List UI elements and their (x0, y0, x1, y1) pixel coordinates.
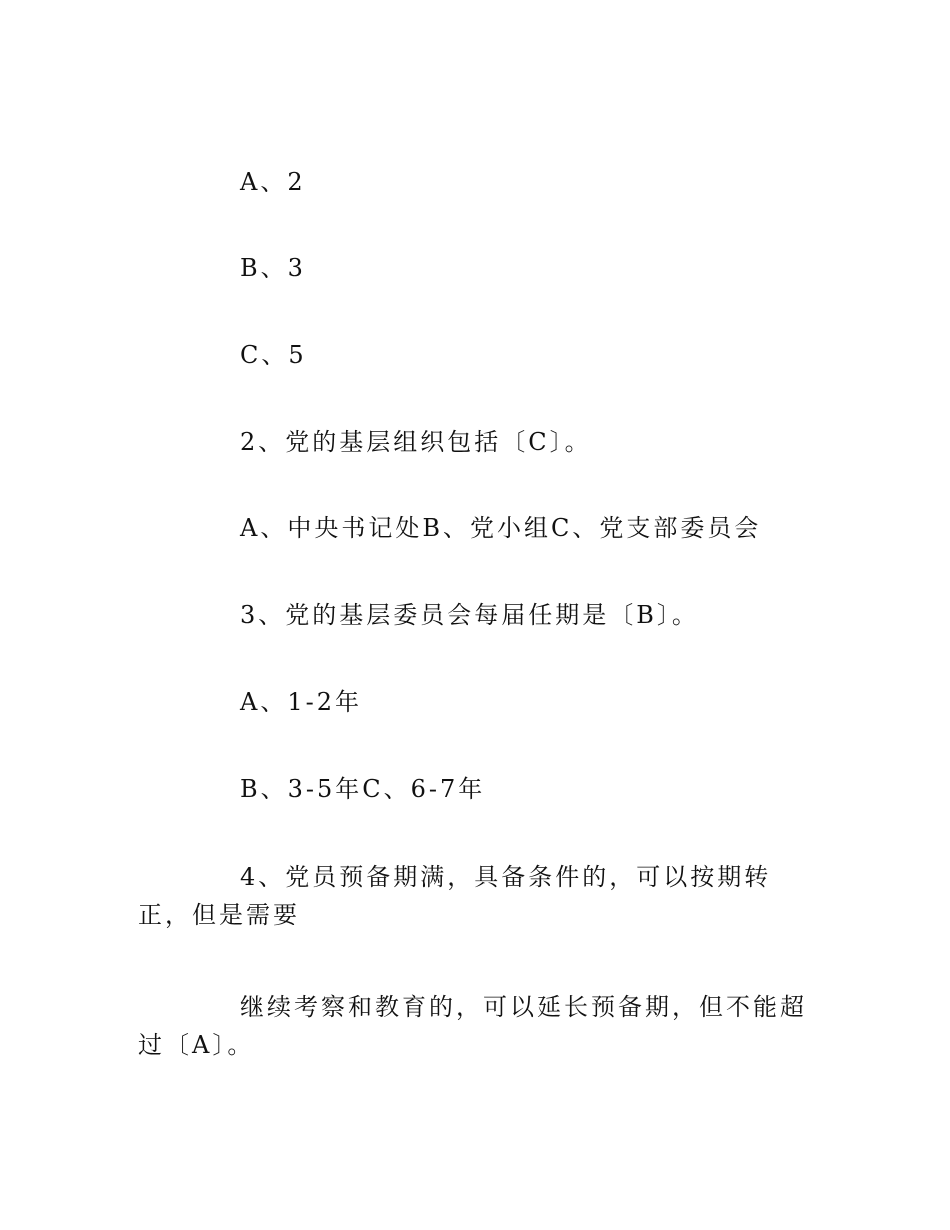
question-3: 3、党的基层委员会每届任期是〔B〕。 (240, 601, 699, 629)
option-a-2: A、2 (240, 168, 306, 196)
option-b-3: B、3 (240, 254, 306, 282)
option-c-5: C、5 (240, 341, 307, 369)
question-3-option-a: A、1-2年 (240, 688, 362, 716)
question-3-options-bc: B、3-5年C、6-7年 (240, 775, 486, 803)
question-2-options: A、中央书记处B、党小组C、党支部委员会 (240, 514, 762, 542)
question-2: 2、党的基层组织包括〔C〕。 (240, 428, 592, 456)
question-4-continuation: 继续考察和教育的，可以延长预备期，但不能超过〔A〕。 (138, 993, 807, 1059)
question-4-paragraph: 4、党员预备期满，具备条件的，可以按期转正，但是需要 (138, 863, 772, 929)
